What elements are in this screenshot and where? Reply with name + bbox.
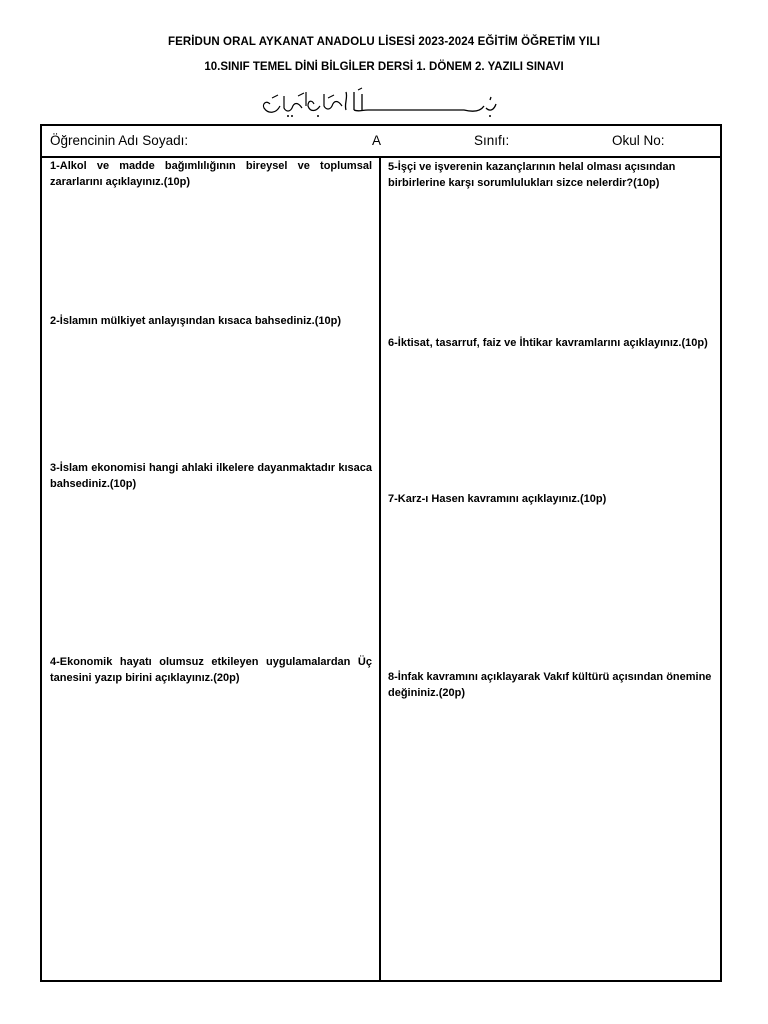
column-divider — [379, 156, 381, 980]
basmala-calligraphy — [258, 86, 502, 120]
question-1: 1-Alkol ve madde bağımlılığının bireysel ve toplumsal zararlarını açıklayınız.(10p) — [50, 160, 372, 188]
question-6: 6-İktisat, tasarruf, faiz ve İhtikar kavramlarını açıklayınız.(10p) — [388, 337, 708, 349]
question-2: 2-İslamın mülkiyet anlayışından kısaca bahsediniz.(10p) — [50, 315, 341, 327]
question-5: 5-İşçi ve işverenin kazançlarının helal olması açısından birbirlerine karşı sorumlulukları sizce nelerdir?(10p) — [388, 161, 676, 189]
school-number-label: Okul No: — [612, 133, 665, 148]
school-title: FERİDUN ORAL AYKANAT ANADOLU LİSESİ 2023-2024 EĞİTİM ÖĞRETİM YILI — [167, 36, 601, 48]
student-info-row — [42, 126, 720, 158]
question-8: 8-İnfak kavramını açıklayarak Vakıf kültürü açısından önemine değininiz.(20p) — [388, 671, 712, 699]
exam-title: 10.SINIF TEMEL DİNİ BİLGİLER DERSİ 1. DÖNEM 2. YAZILI SINAVI — [204, 61, 564, 73]
student-name-label: Öğrencinin Adı Soyadı: — [50, 133, 189, 148]
class-label: Sınıfı: — [474, 133, 510, 148]
exam-sheet — [40, 124, 722, 982]
exam-group-label: A — [372, 133, 382, 148]
question-4: 4-Ekonomik hayatı olumsuz etkileyen uygulamalardan Üç tanesini yazıp birini açıklayınız.(20p) — [50, 656, 372, 684]
question-7: 7-Karz-ı Hasen kavramını açıklayınız.(10p) — [388, 493, 607, 505]
question-3: 3-İslam ekonomisi hangi ahlaki ilkelere dayanmaktadır kısaca bahsediniz.(10p) — [50, 462, 372, 490]
